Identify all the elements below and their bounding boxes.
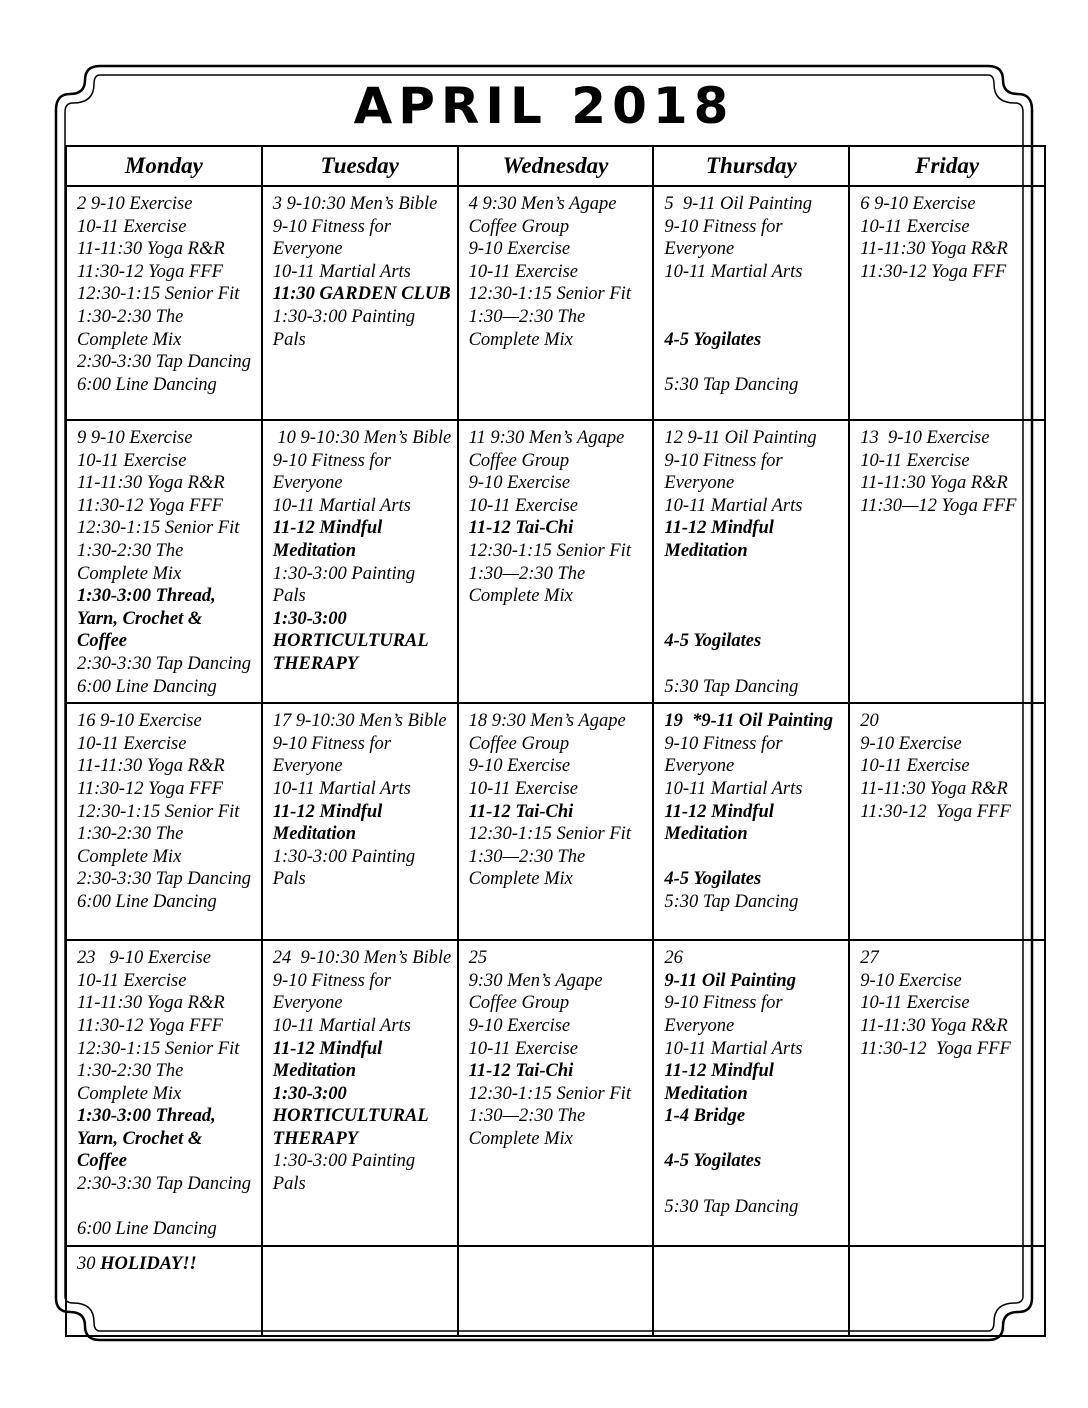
event-entry: [860, 970, 1040, 993]
event-text: 25: [468, 948, 488, 969]
event-text: 1:30-2:30 The Complete Mix: [77, 540, 188, 584]
event-entry: [77, 755, 257, 778]
event-text: 10-11 Exercise: [468, 778, 579, 799]
event-text: 10-11 Exercise: [860, 216, 970, 237]
event-text: 4-5 Yogilates: [664, 329, 762, 350]
event-text: 10-11 Exercise: [860, 450, 970, 471]
event-text: 4 9:30 Men’s Agape Coffee Group: [468, 194, 622, 237]
event-entry: [77, 891, 257, 914]
event-entry: [469, 1060, 649, 1083]
event-entry: [664, 261, 844, 284]
event-text: 1:30—2:30 The Complete Mix: [468, 846, 590, 890]
event-entry: [77, 306, 257, 351]
day-cell-thursday: [653, 186, 849, 420]
event-entry: [77, 585, 257, 653]
event-text: 11:30-12 Yoga FFF: [860, 801, 1011, 822]
day-cell-tuesday: [262, 940, 458, 1246]
event-entry: [273, 1015, 453, 1038]
event-text: 9-10 Exercise: [468, 473, 571, 494]
event-entry: [664, 778, 844, 801]
event-text: 6:00 Line Dancing: [77, 891, 217, 912]
week-row: [66, 703, 1045, 940]
event-entry: [77, 823, 257, 868]
event-entry: [77, 193, 257, 216]
event-text: 10-11 Martial Arts: [664, 261, 803, 282]
event-entry: [469, 472, 649, 495]
event-entry: [664, 374, 844, 397]
event-entry: [77, 216, 257, 239]
event-text: 2 9-10 Exercise: [77, 194, 193, 214]
event-text: 1:30-3:00 Thread, Yarn, Crochet & Coffee: [77, 586, 221, 652]
event-entry: [860, 1038, 1040, 1061]
event-entry: [77, 374, 257, 397]
event-entry: [273, 517, 453, 562]
event-entry: [469, 970, 649, 1015]
event-text: 30: [77, 1253, 101, 1274]
page-title: APRIL 2018: [353, 77, 735, 135]
event-text: 12:30-1:15 Senior Fit: [468, 824, 631, 845]
event-entry: [273, 563, 453, 608]
event-text: 9-11 Oil Painting: [664, 970, 796, 991]
day-cell-tuesday: [262, 703, 458, 940]
event-entry: [664, 193, 844, 216]
event-entry: [469, 193, 649, 238]
event-text: 1:30-3:00 HORTICULTURAL THERAPY: [272, 1083, 433, 1149]
event-text: 1:30—2:30 The Complete Mix: [468, 306, 590, 350]
event-text: 10-11 Exercise: [468, 495, 579, 516]
event-text: 11-11:30 Yoga R&R: [77, 239, 225, 260]
event-text: 11:30-12 Yoga FFF: [77, 1015, 223, 1036]
event-entry: [860, 778, 1040, 801]
blank-line: [664, 283, 844, 306]
event-text: 12 9-11 Oil Painting: [664, 428, 817, 448]
day-cell-friday: [849, 703, 1045, 940]
event-entry: [860, 992, 1040, 1015]
event-entry: [469, 517, 649, 540]
event-text: 9-10 Exercise: [468, 239, 571, 260]
event-entry: [273, 710, 453, 733]
event-entry: [664, 676, 844, 699]
event-text: 12:30-1:15 Senior Fit: [468, 1083, 631, 1104]
event-entry: [469, 427, 649, 472]
event-entry: [664, 733, 844, 778]
event-entry: [860, 755, 1040, 778]
event-entry: [664, 517, 844, 562]
event-text: 12:30-1:15 Senior Fit: [77, 801, 240, 822]
event-entry: [469, 801, 649, 824]
event-text: 10-11 Martial Arts: [664, 1038, 803, 1059]
day-cell-tuesday: [262, 420, 458, 703]
event-entry: [273, 283, 453, 306]
event-text: 1:30-3:00 HORTICULTURAL THERAPY: [272, 608, 433, 674]
event-entry: [77, 992, 257, 1015]
event-entry: [664, 1060, 844, 1105]
event-entry: [469, 846, 649, 891]
event-text: 11:30 GARDEN CLUB: [272, 284, 451, 305]
event-text: 5:30 Tap Dancing: [664, 374, 799, 395]
blank-line: [664, 1128, 844, 1151]
event-entry: [860, 710, 1040, 733]
event-entry: [77, 1173, 257, 1196]
event-entry: [273, 733, 453, 778]
event-text: 6:00 Line Dancing: [77, 1219, 217, 1240]
event-text: 12:30-1:15 Senior Fit: [468, 284, 631, 305]
event-entry: [77, 1060, 257, 1105]
event-entry: [664, 1105, 844, 1128]
event-entry: [664, 1150, 844, 1173]
day-cell-thursday: [653, 940, 849, 1246]
event-text: 2:30-3:30 Tap Dancing: [77, 352, 252, 373]
day-cell-friday: [849, 420, 1045, 703]
event-text: 11:30-12 Yoga FFF: [77, 261, 223, 282]
event-entry: [77, 947, 257, 970]
event-text: 10-11 Exercise: [468, 1038, 579, 1059]
event-text: 9-10 Fitness for Everyone: [664, 450, 788, 494]
day-cell-tuesday: [262, 1246, 458, 1336]
event-text: 6:00 Line Dancing: [77, 374, 217, 395]
event-entry: [664, 947, 844, 970]
event-entry: [77, 472, 257, 495]
event-text: 10-11 Exercise: [77, 216, 187, 237]
blank-line: [664, 351, 844, 374]
event-text: 11-11:30 Yoga R&R: [860, 239, 1008, 260]
event-text: 10-11 Martial Arts: [272, 261, 411, 282]
event-text: 11-12 Mindful Meditation: [664, 1061, 779, 1104]
week-row: [66, 940, 1045, 1246]
event-entry: [469, 238, 649, 261]
event-text: 11:30-12 Yoga FFF: [77, 778, 223, 799]
event-entry: [664, 630, 844, 653]
event-entry: [860, 947, 1040, 970]
event-text: 9-10 Fitness for Everyone: [272, 450, 396, 494]
event-entry: [77, 970, 257, 993]
event-entry: [469, 261, 649, 284]
event-entry: [273, 450, 453, 495]
blank-line: [664, 846, 844, 869]
calendar-grid: [65, 145, 1046, 1337]
event-text: 1-4 Bridge: [664, 1106, 746, 1127]
event-text: 11-11:30 Yoga R&R: [77, 756, 225, 777]
day-cell-wednesday: [458, 420, 654, 703]
event-text: 1:30-2:30 The Complete Mix: [77, 306, 188, 350]
event-entry: [77, 283, 257, 306]
day-cell-friday: [849, 186, 1045, 420]
event-entry: [469, 563, 649, 608]
holiday-label: HOLIDAY!!: [100, 1253, 197, 1274]
event-text: 1:30-2:30 The Complete Mix: [77, 1061, 188, 1104]
event-text: 10-11 Exercise: [860, 993, 970, 1014]
event-text: 11-12 Tai-Chi: [468, 1061, 574, 1082]
event-text: 9-10 Exercise: [468, 1015, 571, 1036]
event-text: 9-10 Fitness for Everyone: [272, 733, 396, 777]
event-text: 4-5 Yogilates: [664, 1151, 762, 1172]
event-text: 11-12 Tai-Chi: [468, 801, 574, 822]
event-entry: [273, 427, 453, 450]
weekday-header-wednesday: Wednesday: [458, 146, 654, 186]
blank-line: [664, 1173, 844, 1196]
event-entry: [273, 947, 453, 970]
week-row: [66, 1246, 1045, 1336]
event-text: 2:30-3:30 Tap Dancing: [77, 869, 252, 890]
event-text: 11-12 Mindful Meditation: [272, 518, 387, 561]
event-entry: [469, 495, 649, 518]
event-entry: [469, 710, 649, 755]
day-cell-monday: [66, 186, 262, 420]
event-text: 10-11 Exercise: [77, 733, 187, 754]
event-text: 26: [664, 948, 683, 969]
event-entry: [664, 427, 844, 450]
event-entry: [77, 351, 257, 374]
event-text: 10-11 Martial Arts: [272, 1015, 411, 1036]
event-entry: [664, 710, 844, 733]
event-text: 10 9-10:30 Men’s Bible: [272, 428, 452, 448]
event-text: 24 9-10:30 Men’s Bible: [272, 948, 452, 969]
weekday-header-tuesday: Tuesday: [262, 146, 458, 186]
event-entry: [77, 1015, 257, 1038]
event-text: 6:00 Line Dancing: [77, 676, 217, 697]
event-entry: [77, 676, 257, 699]
event-entry: [469, 306, 649, 351]
event-entry: [860, 733, 1040, 756]
event-entry: [273, 801, 453, 846]
event-entry: [273, 778, 453, 801]
event-entry: [860, 801, 1040, 824]
event-entry: [77, 261, 257, 284]
event-entry: [77, 1253, 257, 1276]
event-text: 9 9-10 Exercise: [77, 428, 193, 448]
event-text: 16 9-10 Exercise: [77, 711, 202, 732]
event-entry: [664, 891, 844, 914]
event-entry: [273, 261, 453, 284]
event-text: 11-12 Mindful Meditation: [272, 801, 387, 845]
day-cell-wednesday: [458, 1246, 654, 1336]
event-text: 1:30-2:30 The Complete Mix: [77, 824, 188, 867]
event-text: 1:30-3:00 Thread, Yarn, Crochet & Coffee: [77, 1106, 221, 1172]
event-entry: [77, 540, 257, 585]
event-text: 12:30-1:15 Senior Fit: [77, 518, 240, 539]
blank-line: [664, 608, 844, 631]
day-cell-wednesday: [458, 703, 654, 940]
event-entry: [664, 868, 844, 891]
event-entry: [273, 846, 453, 891]
event-entry: [860, 472, 1040, 495]
event-entry: [77, 733, 257, 756]
event-entry: [860, 427, 1040, 450]
event-text: 9-10 Fitness for Everyone: [664, 993, 788, 1036]
event-text: 11-12 Mindful Meditation: [664, 518, 779, 561]
event-text: 2:30-3:30 Tap Dancing: [77, 1174, 252, 1195]
event-entry: [469, 947, 649, 970]
blank-line: [77, 1196, 257, 1219]
day-cell-monday: [66, 940, 262, 1246]
day-cell-wednesday: [458, 940, 654, 1246]
event-text: 3 9-10:30 Men’s Bible: [272, 194, 438, 214]
event-text: 1:30-3:00 Painting Pals: [272, 1151, 420, 1195]
blank-line: [664, 653, 844, 676]
event-entry: [664, 1038, 844, 1061]
event-text: 9-10 Exercise: [860, 733, 962, 754]
event-text: 11:30-12 Yoga FFF: [860, 261, 1007, 282]
event-entry: [77, 517, 257, 540]
event-text: 11-12 Mindful Meditation: [664, 801, 779, 845]
event-text: 1:30-3:00 Painting Pals: [272, 846, 420, 890]
event-text: 5 9-11 Oil Painting: [664, 194, 813, 214]
event-text: 9-10 Exercise: [860, 970, 962, 991]
event-entry: [469, 778, 649, 801]
event-entry: [469, 1015, 649, 1038]
event-text: 10-11 Exercise: [468, 261, 579, 282]
event-entry: [664, 495, 844, 518]
event-entry: [273, 495, 453, 518]
day-cell-wednesday: [458, 186, 654, 420]
event-text: 9-10 Exercise: [468, 756, 571, 777]
event-entry: [77, 801, 257, 824]
event-text: 11-11:30 Yoga R&R: [77, 473, 225, 494]
event-text: 11 9:30 Men’s Agape Coffee Group: [468, 428, 629, 471]
day-cell-thursday: [653, 703, 849, 940]
event-entry: [860, 495, 1040, 518]
event-text: 12:30-1:15 Senior Fit: [468, 540, 631, 561]
event-text: 19 *9-11 Oil Painting: [664, 711, 833, 732]
day-cell-friday: [849, 1246, 1045, 1336]
blank-line: [664, 306, 844, 329]
event-text: 11:30-12 Yoga FFF: [860, 1038, 1011, 1059]
event-text: 9-10 Fitness for Everyone: [272, 216, 396, 260]
week-row: [66, 420, 1045, 703]
event-text: 9-10 Fitness for Everyone: [664, 733, 788, 777]
event-entry: [77, 1105, 257, 1173]
event-text: 18 9:30 Men’s Agape Coffee Group: [468, 711, 631, 754]
event-text: 1:30—2:30 The Complete Mix: [468, 1106, 590, 1149]
event-text: 11-11:30 Yoga R&R: [77, 993, 225, 1014]
event-entry: [273, 608, 453, 676]
event-text: 12:30-1:15 Senior Fit: [77, 284, 240, 305]
event-entry: [860, 238, 1040, 261]
event-text: 1:30-3:00 Painting Pals: [272, 563, 420, 607]
event-entry: [77, 238, 257, 261]
event-text: 5:30 Tap Dancing: [664, 676, 799, 697]
event-entry: [860, 1015, 1040, 1038]
event-entry: [273, 216, 453, 261]
event-entry: [273, 306, 453, 351]
event-entry: [77, 778, 257, 801]
event-text: 23 9-10 Exercise: [77, 948, 211, 969]
event-entry: [469, 1083, 649, 1106]
event-entry: [77, 427, 257, 450]
event-entry: [664, 992, 844, 1037]
event-entry: [273, 193, 453, 216]
event-entry: [469, 283, 649, 306]
event-entry: [860, 216, 1040, 239]
event-entry: [273, 970, 453, 1015]
event-text: 12:30-1:15 Senior Fit: [77, 1038, 240, 1059]
event-text: 20: [860, 711, 879, 732]
event-entry: [664, 450, 844, 495]
event-entry: [860, 261, 1040, 284]
event-text: 11-11:30 Yoga R&R: [860, 1015, 1008, 1036]
event-text: 10-11 Martial Arts: [272, 778, 411, 799]
event-entry: [469, 540, 649, 563]
event-entry: [664, 970, 844, 993]
week-row: [66, 186, 1045, 420]
event-entry: [273, 1150, 453, 1195]
day-cell-friday: [849, 940, 1045, 1246]
event-text: 10-11 Exercise: [860, 756, 970, 777]
blank-line: [664, 585, 844, 608]
event-text: 5:30 Tap Dancing: [664, 1196, 799, 1217]
event-text: 9:30 Men’s Agape Coffee Group: [468, 970, 608, 1014]
event-text: 2:30-3:30 Tap Dancing: [77, 653, 252, 674]
event-text: 13 9-10 Exercise: [860, 428, 990, 448]
event-text: 27: [860, 948, 879, 969]
blank-line: [664, 563, 844, 586]
weekday-header-monday: Monday: [66, 146, 262, 186]
event-text: 10-11 Martial Arts: [664, 495, 803, 516]
event-entry: [77, 450, 257, 473]
event-text: 11-12 Mindful Meditation: [272, 1038, 387, 1082]
event-text: 10-11 Martial Arts: [664, 778, 803, 799]
event-entry: [469, 823, 649, 846]
event-text: 11-11:30 Yoga R&R: [860, 778, 1008, 799]
day-cell-thursday: [653, 1246, 849, 1336]
event-text: 11:30-12 Yoga FFF: [77, 495, 223, 516]
event-entry: [273, 1083, 453, 1151]
event-text: 11:30—12 Yoga FFF: [860, 495, 1017, 516]
event-text: 11-12 Tai-Chi: [468, 518, 574, 539]
event-text: 11-11:30 Yoga R&R: [860, 473, 1008, 494]
day-cell-thursday: [653, 420, 849, 703]
day-cell-monday: [66, 703, 262, 940]
day-cell-monday: [66, 420, 262, 703]
event-entry: [469, 1105, 649, 1150]
event-entry: [77, 1038, 257, 1061]
event-text: 10-11 Martial Arts: [272, 495, 411, 516]
event-text: 10-11 Exercise: [77, 450, 187, 471]
day-cell-monday: [66, 1246, 262, 1336]
event-entry: [77, 710, 257, 733]
event-entry: [273, 1038, 453, 1083]
event-entry: [664, 1196, 844, 1219]
event-entry: [77, 1218, 257, 1241]
event-text: 9-10 Fitness for Everyone: [664, 216, 788, 260]
event-text: 9-10 Fitness for Everyone: [272, 970, 396, 1014]
event-entry: [77, 868, 257, 891]
day-cell-tuesday: [262, 186, 458, 420]
event-text: 17 9-10:30 Men’s Bible: [272, 711, 447, 732]
event-text: 10-11 Exercise: [77, 970, 187, 991]
weekday-header-thursday: Thursday: [653, 146, 849, 186]
event-entry: [664, 801, 844, 846]
event-text: 1:30-3:00 Painting Pals: [272, 306, 420, 350]
event-entry: [77, 653, 257, 676]
event-entry: [469, 755, 649, 778]
event-entry: [664, 216, 844, 261]
event-entry: [469, 1038, 649, 1061]
event-entry: [664, 329, 844, 352]
event-text: 5:30 Tap Dancing: [664, 891, 799, 912]
event-entry: [860, 450, 1040, 473]
event-text: 4-5 Yogilates: [664, 869, 762, 890]
event-text: 4-5 Yogilates: [664, 631, 762, 652]
event-entry: [77, 495, 257, 518]
weekday-header-friday: Friday: [849, 146, 1045, 186]
event-text: 1:30—2:30 The Complete Mix: [468, 563, 590, 607]
weekday-header-row: [66, 146, 1045, 186]
event-text: 6 9-10 Exercise: [860, 194, 976, 214]
event-entry: [860, 193, 1040, 216]
